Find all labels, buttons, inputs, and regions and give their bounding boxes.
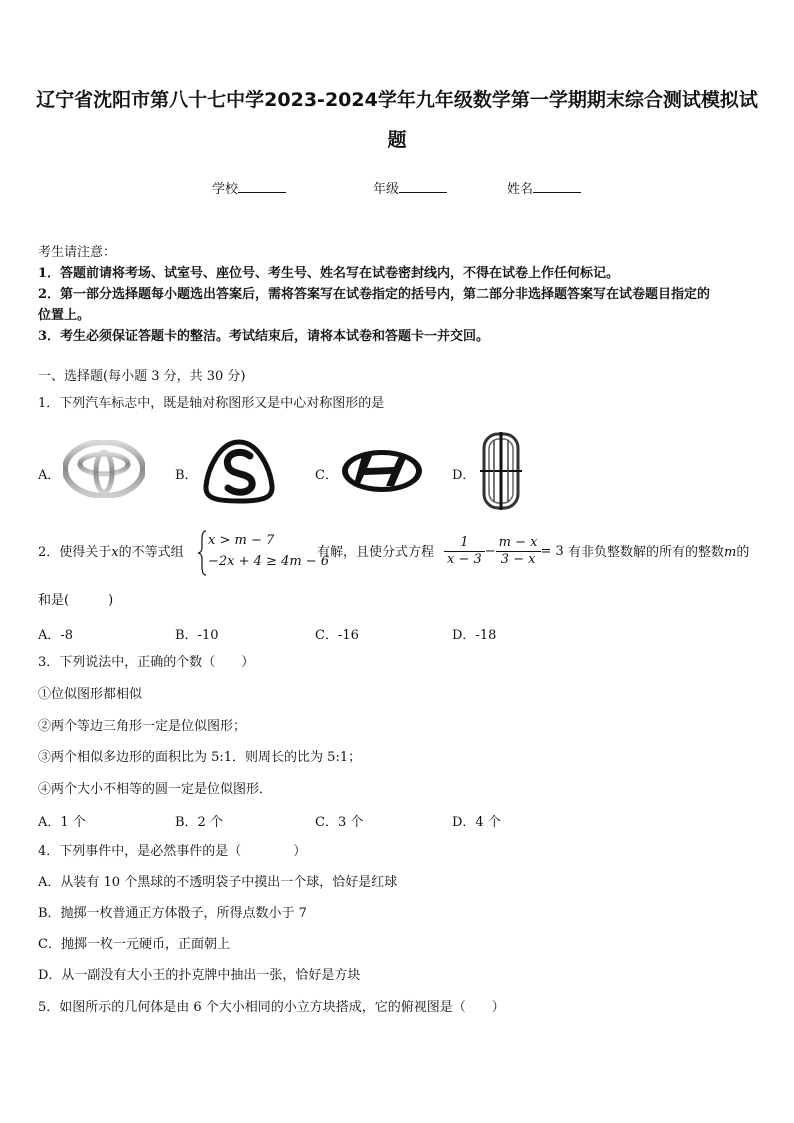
q2-var-m: m [724, 545, 737, 560]
q2-eq: = 3 [540, 544, 564, 559]
q5-stem: 5．如图所示的几何体是由 6 个大小相同的小立方块搭成，它的俯视图是（ ） [38, 1000, 505, 1015]
q3-option-d: D．4 个 [452, 815, 501, 830]
q3-statement-1: ①位似图形都相似 [38, 687, 143, 702]
q2-text-a [38, 543, 184, 563]
q2-prefix: 2．使得关于 [38, 545, 112, 560]
q2-fraction-2 [496, 535, 541, 568]
q2-fraction-1-den: x − 3 [447, 552, 482, 567]
school-label: 学校 [212, 182, 239, 197]
name-field [507, 178, 581, 197]
grade-field [373, 178, 447, 197]
q2-inequality-2: −2x + 4 ≥ 4m − 6 [208, 554, 330, 569]
grade-label: 年级 [373, 182, 400, 197]
q1-stem: 1．下列汽车标志中，既是轴对称图形又是中心对称图形的是 [38, 396, 385, 411]
q3-statement-4: ④两个大小不相等的圆一定是位似图形． [38, 782, 273, 797]
notice-item-2: 2．第一部分选择题每小题选出答案后，需将答案写在试卷指定的括号内，第二部分非选择题答案写在试卷题目指定的 [38, 287, 711, 302]
page-title-line1: 辽宁省沈阳市第八十七中学2023-2024学年九年级数学第一学期期末综合测试模拟试 [36, 89, 758, 111]
q2-equation [444, 535, 564, 568]
q2-option-c: C．-16 [315, 628, 359, 643]
q1-option-d: D． [452, 468, 476, 483]
page-title-line2: 题 [387, 129, 407, 151]
q3-statement-3: ③两个相似多边形的面积比为 5:1．则周长的比为 5:1； [38, 750, 362, 765]
q2-suffix: 的 [736, 545, 750, 560]
name-blank [533, 180, 581, 193]
q1-option-c: C． [315, 468, 338, 483]
notice-item-2-cont: 位置上。 [38, 308, 91, 323]
q2-fraction-1-num: 1 [444, 535, 485, 552]
q2-minus: − [484, 544, 496, 559]
brace-icon [197, 530, 207, 576]
section-heading: 一、选择题(每小题 3 分，共 30 分) [38, 369, 246, 384]
q4-option-c: C．抛掷一枚一元硬币，正面朝上 [38, 937, 230, 952]
q3-stem: 3．下列说法中，正确的个数（ ） [38, 655, 255, 670]
q2-option-b: B．-10 [175, 628, 219, 643]
q4-option-a: A．从装有 10 个黑球的不透明袋子中摸出一个球，恰好是红球 [38, 875, 398, 890]
q2-fraction-1 [444, 535, 485, 568]
q3-option-a: A．1 个 [38, 815, 86, 830]
q4-option-d: D．从一副没有大小王的扑克牌中抽出一张，恰好是方块 [38, 968, 361, 983]
q2-fraction-2-den: 3 − x [500, 552, 536, 567]
q2-fraction-2-num: m − x [496, 535, 541, 552]
q2-mid3: 有非负整数解的所有的整数 [568, 545, 725, 560]
q3-option-c: C．3 个 [315, 815, 364, 830]
s-logo-icon [200, 438, 278, 504]
hyundai-logo-icon [340, 448, 424, 494]
q2-mid2: 有解，且使分式方程 [317, 545, 435, 560]
q2-option-d: D．-18 [452, 628, 497, 643]
q3-statement-2: ②两个等边三角形一定是位似图形； [38, 719, 247, 734]
notice-item-1: 1．答题前请将考场、试室号、座位号、考生号、姓名写在试卷密封线内，不得在试卷上作任何标记。 [38, 266, 620, 281]
q4-stem: 4．下列事件中，是必然事件的是（ ） [38, 844, 307, 859]
lincoln-logo-icon [478, 430, 524, 512]
q3-option-b: B．2 个 [175, 815, 223, 830]
q1-option-a: A． [38, 468, 61, 483]
notice-item-3: 3．考生必须保证答题卡的整洁。考试结束后，请将本试卷和答题卡一并交回。 [38, 329, 490, 344]
q2-mid3-wrap [568, 543, 749, 563]
school-blank [238, 180, 286, 193]
q2-line2: 和是( ) [38, 593, 114, 608]
notice-heading: 考生请注意： [38, 245, 117, 260]
toyota-logo-icon [63, 440, 145, 498]
q2-inequality-1: x > m − 7 [208, 533, 275, 548]
grade-blank [399, 180, 447, 193]
q2-option-a: A．-8 [38, 628, 74, 643]
q2-var-x: x [111, 545, 119, 560]
q1-option-b: B． [175, 468, 198, 483]
q2-mid1: 的不等式组 [118, 545, 184, 560]
school-field [212, 178, 286, 197]
name-label: 姓名 [507, 182, 534, 197]
q4-option-b: B．抛掷一枚普通正方体骰子，所得点数小于 7 [38, 906, 307, 921]
